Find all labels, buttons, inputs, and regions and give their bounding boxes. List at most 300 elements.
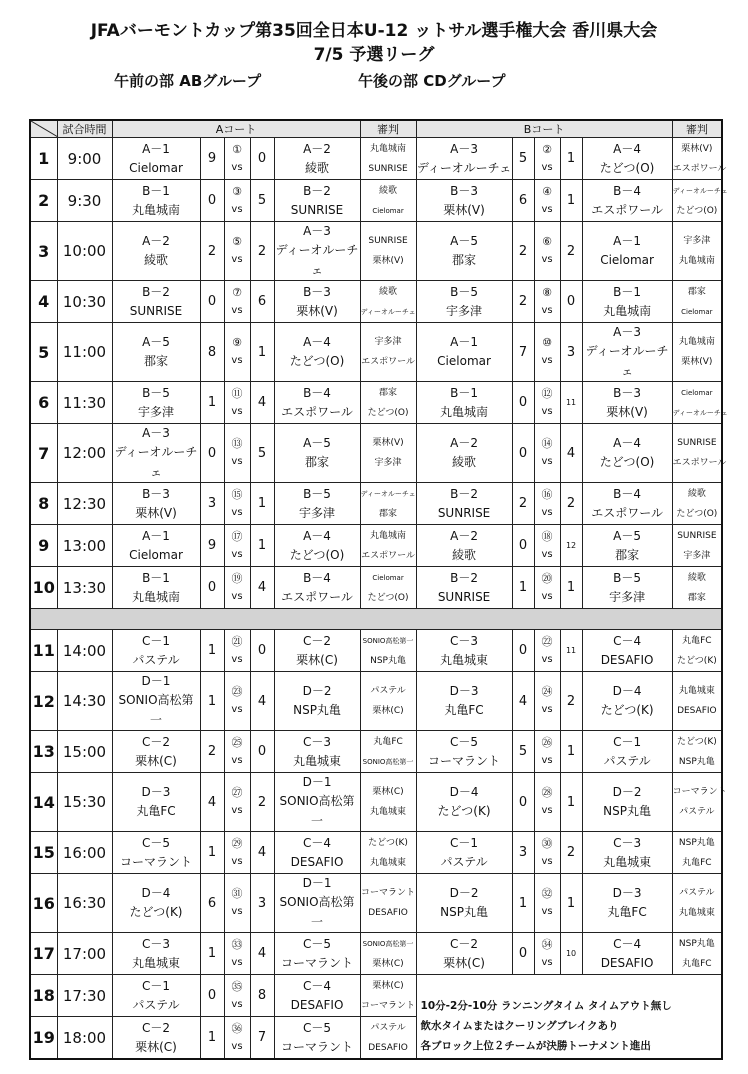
- home-score: 1: [200, 933, 224, 975]
- away-slot: B－1: [613, 284, 642, 299]
- away-slot: C－4: [613, 633, 642, 648]
- round-number: 5: [30, 323, 57, 382]
- away-score: 1: [566, 580, 576, 595]
- referee-team: 丸亀城東: [678, 908, 715, 918]
- vs-label: vs: [541, 405, 553, 417]
- vs-label: vs: [541, 254, 553, 265]
- home-slot: A－2: [142, 234, 170, 248]
- vs-label: vs: [541, 304, 553, 316]
- home-score: 5: [512, 731, 534, 773]
- match-number-cell: [534, 731, 560, 773]
- away-team-name: DESAFIO: [290, 997, 344, 1012]
- referee-team: DESAFIO: [677, 706, 717, 716]
- away-slot: A－4: [303, 335, 331, 349]
- home-team-name: ディーオルーチェ: [416, 160, 512, 175]
- away-team-cell: [582, 180, 672, 222]
- morning-session-label: 午前の部 ABグループ: [114, 72, 262, 90]
- away-team-name: 郡家: [305, 455, 330, 469]
- referee-team: SUNRISE: [677, 530, 717, 541]
- away-score: 1: [566, 193, 576, 208]
- home-score: 0: [512, 630, 534, 672]
- schedule-row: [30, 731, 722, 773]
- away-score-cell: [250, 672, 274, 731]
- referee-cell: [672, 483, 722, 525]
- away-slot: C－3: [303, 734, 332, 749]
- home-team-cell: [112, 874, 200, 933]
- vs-label: vs: [231, 855, 243, 867]
- referee-cell: [360, 483, 416, 525]
- match-number-cell: [224, 874, 250, 933]
- away-team-name: NSP丸亀: [603, 804, 651, 818]
- referee-cell: [360, 874, 416, 933]
- away-slot: B－4: [303, 570, 331, 585]
- match-time: 11:30: [57, 382, 112, 424]
- schedule-row: [30, 567, 722, 609]
- home-slot: B－1: [142, 183, 170, 198]
- referee-team: パステル: [679, 888, 715, 898]
- home-score: 6: [200, 874, 224, 933]
- away-score-cell: [560, 222, 582, 281]
- referee-cell: [360, 382, 416, 424]
- away-slot: B－5: [613, 570, 642, 585]
- away-score: 8: [257, 988, 267, 1003]
- home-team-cell: [416, 323, 512, 382]
- away-score-cell: [560, 180, 582, 222]
- away-slot: A－4: [613, 141, 641, 156]
- aside-number: 12: [565, 541, 577, 550]
- away-score-cell: [560, 483, 582, 525]
- match-time: 17:00: [57, 933, 112, 975]
- match-number-cell: [224, 138, 250, 180]
- away-slot: D－4: [612, 684, 642, 698]
- referee-cell: [672, 567, 722, 609]
- header-time: 試合時間: [57, 120, 112, 138]
- away-slot: C－1: [613, 734, 642, 749]
- referee-team: 綾歌: [379, 185, 398, 196]
- away-team-cell: [582, 773, 672, 832]
- away-score-cell: [250, 281, 274, 323]
- header-court-a: Aコート: [112, 120, 360, 138]
- home-team-name: NSP丸亀: [440, 905, 488, 919]
- referee-team: 栗林(V): [681, 357, 713, 367]
- match-number: ㉖: [541, 735, 553, 749]
- match-number: ㉟: [231, 979, 243, 993]
- away-score-cell: [250, 323, 274, 382]
- home-team-cell: [112, 483, 200, 525]
- referee-team: 栗林(V): [372, 438, 404, 448]
- schedule-row: [30, 933, 722, 975]
- away-team-cell: [274, 222, 360, 281]
- away-score: 6: [257, 294, 267, 309]
- referee-team: 宇多津: [683, 236, 711, 246]
- match-number-cell: [534, 933, 560, 975]
- match-number: ⑰: [231, 529, 243, 543]
- match-number: ㉚: [541, 836, 553, 850]
- referee-team: 丸亀城南: [678, 337, 715, 347]
- away-team-name: 栗林(V): [606, 404, 648, 419]
- match-number: ㉛: [231, 887, 243, 900]
- home-team-name: Cielomar: [129, 547, 183, 562]
- match-time: 14:30: [57, 672, 112, 731]
- home-team-name: SONIO高松第一: [118, 693, 194, 727]
- away-score-cell: [560, 874, 582, 933]
- aside-number: 11: [565, 646, 577, 655]
- match-number-cell: [224, 975, 250, 1017]
- home-slot: A－1: [450, 335, 478, 349]
- referee-team: NSP丸亀: [678, 938, 715, 949]
- match-number-cell: [224, 281, 250, 323]
- away-score-cell: [250, 1017, 274, 1060]
- referee-team: パステル: [370, 1022, 406, 1033]
- away-team-cell: [274, 933, 360, 975]
- referee-team: 綾歌: [379, 286, 398, 297]
- referee-cell: [360, 832, 416, 874]
- away-score: 2: [566, 693, 576, 709]
- away-team-cell: [274, 180, 360, 222]
- away-team-cell: [582, 525, 672, 567]
- referee-cell: [360, 138, 416, 180]
- home-slot: A－2: [450, 436, 478, 450]
- away-slot: B－3: [613, 385, 642, 400]
- away-team-name: 宇多津: [609, 589, 646, 604]
- round-number: 12: [30, 672, 57, 731]
- home-slot: C－1: [141, 633, 170, 648]
- home-team-name: Cielomar: [437, 354, 491, 368]
- round-number: 19: [30, 1017, 57, 1060]
- referee-cell: [672, 731, 722, 773]
- home-slot: A－3: [450, 141, 478, 156]
- referee-team: エスポワール: [672, 458, 727, 468]
- away-team-cell: [582, 483, 672, 525]
- away-score-cell: [250, 630, 274, 672]
- referee-team: 宇多津: [374, 337, 402, 347]
- home-team-cell: [112, 323, 200, 382]
- away-score: 4: [257, 845, 267, 860]
- schedule-row: [30, 281, 722, 323]
- match-number: ⑲: [231, 571, 243, 585]
- vs-label: vs: [231, 704, 243, 715]
- match-number: ⑥: [542, 235, 552, 248]
- away-slot: A－4: [613, 436, 641, 450]
- away-slot: A－3: [613, 325, 641, 339]
- diagonal-line-icon: [31, 121, 58, 137]
- vs-label: vs: [231, 203, 243, 215]
- referee-cell: [672, 138, 727, 180]
- away-score-cell: [250, 975, 274, 1017]
- home-team-cell: [416, 483, 512, 525]
- away-score-cell: [560, 832, 582, 874]
- referee-team: 丸亀FC: [682, 635, 712, 646]
- referee-team: SUNRISE: [368, 163, 408, 174]
- home-team-name: SUNRISE: [437, 505, 491, 520]
- home-slot: C－1: [450, 835, 479, 850]
- away-team-name: エスポワール: [281, 404, 353, 419]
- away-score: 0: [257, 151, 267, 166]
- away-score-cell: [560, 567, 582, 609]
- referee-team: SONIO高松第一: [362, 939, 414, 948]
- away-team-cell: [582, 731, 672, 773]
- away-team-cell: [274, 382, 360, 424]
- schedule-table: [29, 119, 728, 1060]
- match-number: ㉙: [231, 836, 243, 850]
- match-number: ㉞: [541, 937, 553, 951]
- away-score-cell: [250, 222, 274, 281]
- away-score-cell: [560, 424, 582, 483]
- home-score: 2: [512, 483, 534, 525]
- vs-label: vs: [541, 855, 553, 867]
- away-team-name: DESAFIO: [600, 652, 654, 667]
- home-team-name: 丸亀城東: [131, 955, 180, 970]
- home-score: 2: [512, 281, 534, 323]
- away-team-cell: [274, 567, 360, 609]
- referee-team: SUNRISE: [368, 236, 408, 246]
- home-slot: B－2: [450, 486, 478, 501]
- home-team-cell: [416, 222, 512, 281]
- match-time: 15:30: [57, 773, 112, 832]
- vs-label: vs: [231, 805, 243, 816]
- away-slot: C－4: [303, 978, 332, 993]
- away-score: 5: [257, 193, 267, 208]
- home-score: 0: [200, 975, 224, 1017]
- schedule-row: [30, 832, 722, 874]
- home-slot: B－1: [450, 385, 478, 400]
- home-team-cell: [416, 874, 512, 933]
- round-number: 3: [30, 222, 57, 281]
- home-score: 0: [200, 281, 224, 323]
- referee-team: Cielomar: [681, 388, 713, 397]
- match-number: ⑧: [542, 285, 552, 299]
- home-slot: B－5: [450, 284, 478, 299]
- match-time: 15:00: [57, 731, 112, 773]
- vs-label: vs: [541, 456, 553, 467]
- match-number-cell: [224, 323, 250, 382]
- home-score: 1: [200, 672, 224, 731]
- vs-label: vs: [231, 548, 243, 560]
- match-number: ㉗: [231, 786, 243, 799]
- home-score: 1: [200, 382, 224, 424]
- away-slot: B－4: [613, 486, 642, 501]
- away-team-name: 宇多津: [299, 505, 336, 520]
- match-number-cell: [224, 630, 250, 672]
- away-team-name: パステル: [603, 753, 651, 768]
- vs-label: vs: [541, 754, 553, 766]
- away-team-name: 丸亀城南: [603, 303, 652, 318]
- away-score-cell: [250, 424, 274, 483]
- vs-label: vs: [541, 956, 553, 968]
- away-team-name: たどつ(O): [599, 160, 655, 175]
- match-number-cell: [534, 567, 560, 609]
- round-number: 8: [30, 483, 57, 525]
- referee-cell: [360, 567, 416, 609]
- referee-team: ディーオルーチェ: [672, 408, 728, 417]
- home-score: 6: [512, 180, 534, 222]
- referee-cell: [360, 281, 416, 323]
- away-slot: C－4: [613, 936, 642, 951]
- home-score: 0: [512, 773, 534, 832]
- home-slot: A－2: [450, 528, 478, 543]
- away-score: 4: [257, 580, 267, 595]
- match-number-cell: [534, 672, 560, 731]
- home-team-name: 宇多津: [446, 303, 483, 318]
- away-score-cell: [560, 773, 582, 832]
- home-team-cell: [416, 567, 512, 609]
- match-number-cell: [224, 731, 250, 773]
- away-team-cell: [582, 138, 672, 180]
- vs-label: vs: [231, 653, 243, 665]
- referee-team: 栗林(V): [372, 256, 404, 266]
- away-slot: C－4: [303, 835, 332, 850]
- home-team-name: 郡家: [452, 253, 477, 267]
- match-time: 13:30: [57, 567, 112, 609]
- schedule-row: [30, 424, 722, 483]
- away-score: 3: [566, 344, 576, 360]
- away-slot: B－4: [613, 183, 642, 198]
- home-team-cell: [112, 222, 200, 281]
- referee-cell: [360, 222, 416, 281]
- home-team-name: 綾歌: [143, 253, 168, 267]
- home-team-name: 丸亀城南: [131, 589, 180, 604]
- home-slot: C－2: [141, 734, 170, 749]
- home-slot: A－1: [142, 528, 170, 543]
- away-team-cell: [582, 567, 672, 609]
- match-number-cell: [534, 323, 560, 382]
- home-team-name: たどつ(K): [129, 905, 183, 919]
- referee-cell: [672, 672, 722, 731]
- away-slot: D－1: [302, 876, 332, 890]
- vs-label: vs: [231, 1040, 243, 1052]
- vs-label: vs: [231, 998, 243, 1010]
- home-score: 1: [512, 874, 534, 933]
- referee-team: たどつ(O): [676, 508, 718, 519]
- away-score: 1: [257, 344, 267, 360]
- referee-team: たどつ(O): [367, 407, 409, 418]
- home-team-cell: [416, 933, 512, 975]
- match-number: ⑪: [231, 386, 243, 400]
- home-score: 0: [200, 567, 224, 609]
- vs-label: vs: [231, 161, 243, 173]
- referee-team: 綾歌: [687, 488, 706, 499]
- home-slot: A－5: [142, 335, 170, 349]
- away-slot: B－5: [303, 486, 331, 501]
- referee-cell: [360, 525, 416, 567]
- away-team-name: NSP丸亀: [293, 703, 341, 717]
- match-number: ⑭: [541, 437, 553, 450]
- vs-label: vs: [541, 355, 553, 366]
- round-number: 11: [30, 630, 57, 672]
- match-number-cell: [224, 180, 250, 222]
- match-number: ③: [232, 184, 242, 198]
- away-score: 1: [257, 538, 267, 553]
- away-score: 1: [566, 744, 576, 759]
- away-score-cell: [560, 323, 582, 382]
- referee-cell: [672, 222, 722, 281]
- home-slot: B－1: [142, 570, 170, 585]
- vs-label: vs: [541, 161, 553, 173]
- match-number: ⑦: [232, 285, 242, 299]
- home-score: 1: [200, 832, 224, 874]
- round-number: 16: [30, 874, 57, 933]
- referee-team: Cielomar: [372, 206, 404, 215]
- away-team-cell: [274, 323, 360, 382]
- referee-team: 丸亀城東: [678, 686, 715, 696]
- referee-team: エスポワール: [361, 550, 415, 561]
- away-score-cell: [250, 874, 274, 933]
- referee-team: コーマラント: [361, 888, 416, 898]
- home-score: 1: [200, 630, 224, 672]
- schedule-row: [30, 138, 722, 180]
- referee-team: DESAFIO: [368, 1042, 408, 1053]
- away-score: 0: [257, 744, 267, 759]
- away-slot: A－4: [303, 528, 331, 543]
- vs-label: vs: [541, 548, 553, 560]
- home-slot: C－3: [450, 633, 479, 648]
- separator-bar: [30, 609, 722, 630]
- home-team-name: 丸亀FC: [444, 703, 484, 717]
- away-slot: B－4: [303, 385, 331, 400]
- round-number: 17: [30, 933, 57, 975]
- away-score: 1: [566, 794, 576, 810]
- home-team-cell: [416, 138, 512, 180]
- document-subtitle: 7/5 予選リーグ: [313, 45, 435, 65]
- away-team-name: 丸亀FC: [607, 905, 647, 919]
- match-time: 18:00: [57, 1017, 112, 1060]
- home-team-name: 綾歌: [452, 547, 477, 562]
- away-score: 1: [257, 496, 267, 511]
- home-team-name: パステル: [440, 854, 488, 869]
- home-score: 9: [200, 138, 224, 180]
- away-slot: A－3: [303, 224, 331, 238]
- schedule-row: [30, 630, 722, 672]
- home-team-name: コーマラント: [428, 753, 501, 768]
- referee-team: SONIO高松第一: [362, 636, 414, 645]
- away-team-cell: [274, 1017, 360, 1060]
- schedule-row: [30, 222, 722, 281]
- match-number-cell: [224, 222, 250, 281]
- home-team-cell: [416, 773, 512, 832]
- home-team-name: 綾歌: [452, 455, 477, 469]
- away-slot: C－3: [613, 835, 642, 850]
- away-team-name: Cielomar: [600, 253, 654, 267]
- match-number: ㉝: [231, 937, 243, 951]
- away-score: 0: [566, 294, 576, 309]
- referee-cell: [360, 1017, 416, 1060]
- away-team-name: 綾歌: [305, 160, 330, 175]
- home-score: 0: [512, 382, 534, 424]
- schedule-row: [30, 773, 722, 832]
- away-score-cell: [560, 731, 582, 773]
- home-team-name: 丸亀城南: [131, 202, 180, 217]
- match-number-cell: [534, 382, 560, 424]
- home-team-name: 栗林(V): [135, 505, 177, 520]
- match-number-cell: [534, 138, 560, 180]
- away-score: 2: [566, 243, 576, 259]
- referee-team: 郡家: [687, 592, 706, 603]
- home-team-name: パステル: [132, 652, 180, 667]
- away-team-cell: [274, 483, 360, 525]
- match-time: 12:30: [57, 483, 112, 525]
- away-team-cell: [582, 933, 672, 975]
- round-number: 13: [30, 731, 57, 773]
- referee-team: Cielomar: [372, 573, 404, 582]
- match-number-cell: [534, 483, 560, 525]
- away-score: 7: [257, 1030, 267, 1045]
- referee-cell: [672, 424, 727, 483]
- away-score-cell: [250, 483, 274, 525]
- match-number: ①: [232, 142, 242, 156]
- home-team-name: SUNRISE: [437, 589, 491, 604]
- header-row: [30, 120, 722, 138]
- referee-team: 丸亀FC: [682, 958, 712, 969]
